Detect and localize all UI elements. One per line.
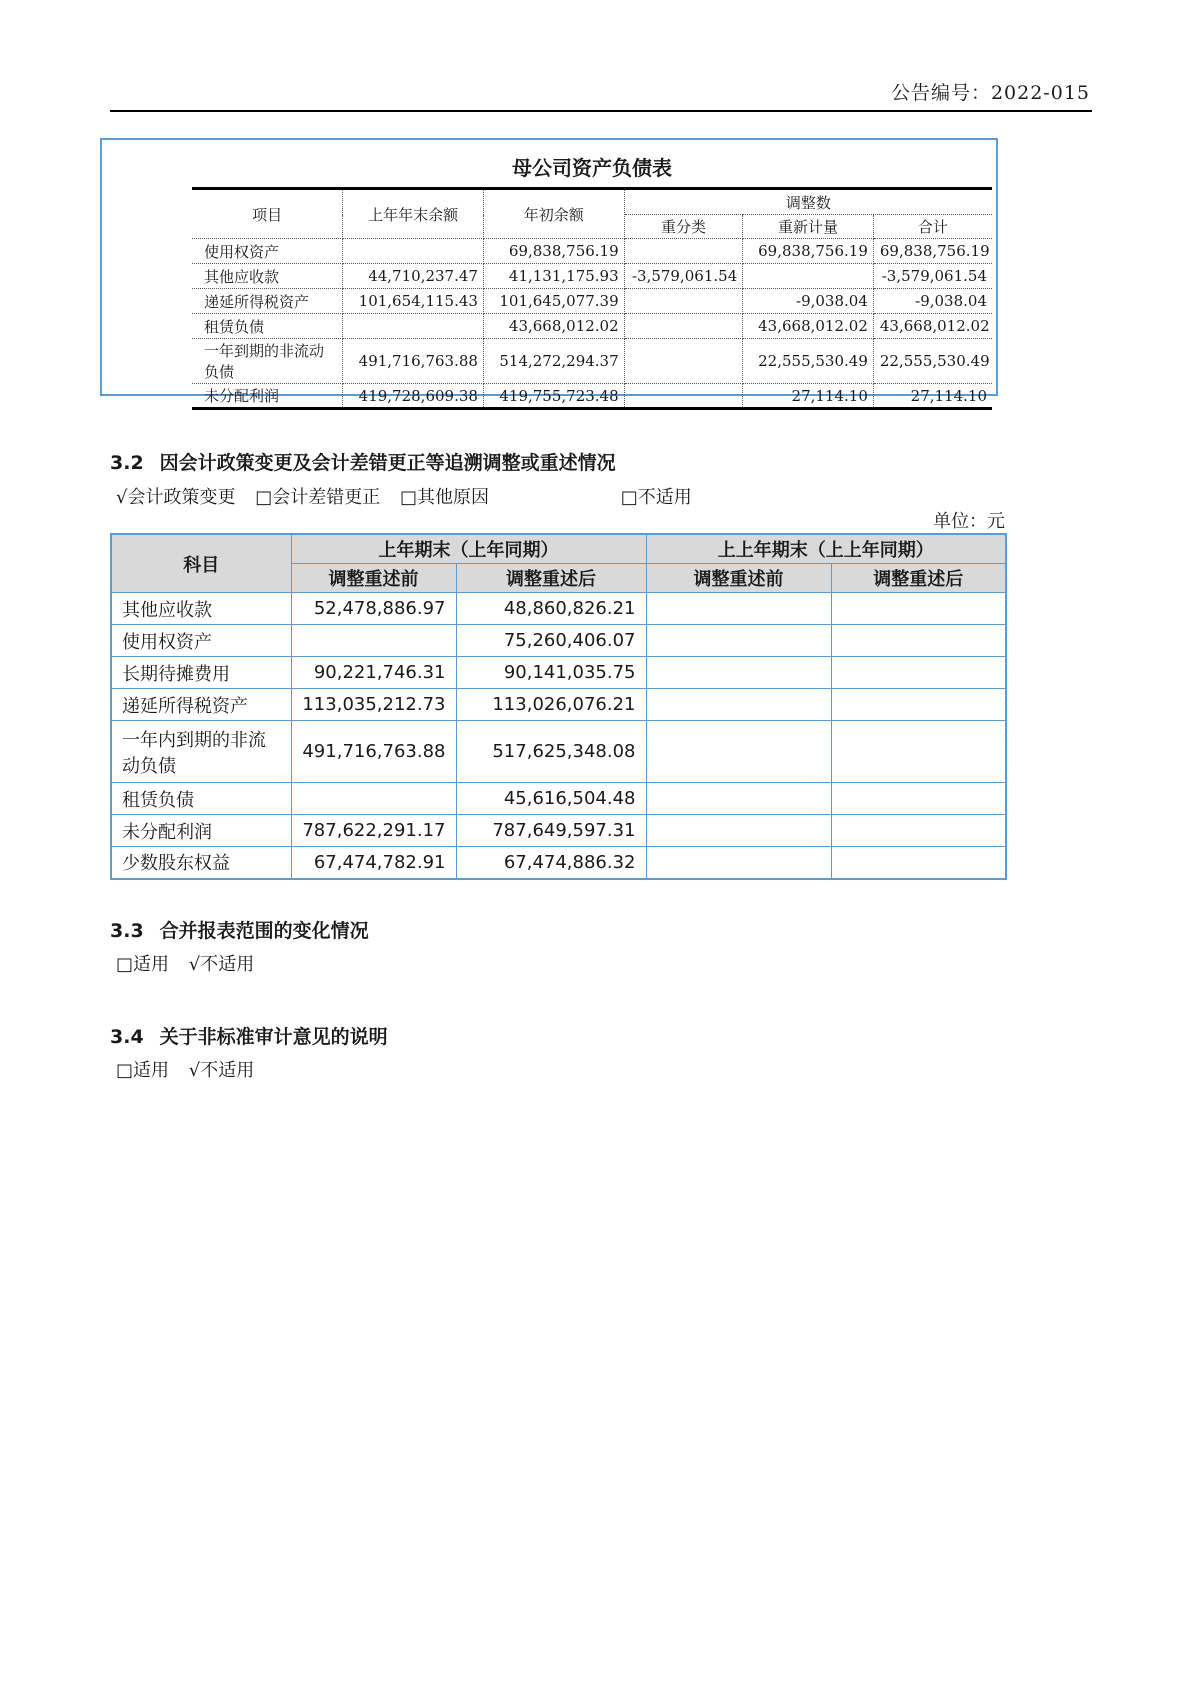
section-title: 关于非标准审计意见的说明: [159, 1026, 388, 1048]
section-number: 3.4: [110, 1026, 144, 1048]
option-accounting-error-correction: □会计差错更正: [255, 487, 381, 508]
table-row: [111, 783, 1006, 815]
cell: 67,474,886.32: [456, 847, 646, 879]
option-other-reason: □其他原因: [399, 487, 489, 508]
cell: [831, 847, 1006, 879]
cell: 69,838,756.19: [873, 239, 992, 264]
table-row: [192, 384, 992, 409]
cell: [646, 625, 831, 657]
col-header-item: 项目: [192, 189, 343, 239]
section-3-3-options: [116, 950, 268, 976]
cell: 90,141,035.75: [456, 657, 646, 689]
section-title: 因会计政策变更及会计差错更正等追溯调整或重述情况: [159, 452, 616, 474]
cell: [624, 339, 743, 384]
cell: 52,478,886.97: [291, 593, 456, 625]
cell: 419,728,609.38: [343, 384, 484, 409]
cell: 90,221,746.31: [291, 657, 456, 689]
col-header-after-restatement: 调整重述后: [831, 564, 1006, 593]
option-applicable: □适用: [116, 954, 170, 975]
table-row: [111, 815, 1006, 847]
header-row: [192, 189, 992, 215]
parent-balance-sheet-title: 母公司资产负债表: [512, 156, 672, 180]
row-label: 使用权资产: [111, 625, 291, 657]
row-label: 少数股东权益: [111, 847, 291, 879]
table-row: [111, 657, 1006, 689]
header-row: [111, 534, 1006, 564]
table-row: [111, 593, 1006, 625]
row-label: 长期待摊费用: [111, 657, 291, 689]
cell: 43,668,012.02: [483, 314, 624, 339]
table-row: [192, 289, 992, 314]
option-accounting-policy-change: √会计政策变更: [116, 487, 236, 508]
table-row: [111, 721, 1006, 783]
col-header-reclass: 重分类: [624, 215, 743, 239]
cell: 101,645,077.39: [483, 289, 624, 314]
table-row: [192, 339, 992, 384]
col-header-remeasure: 重新计量: [743, 215, 874, 239]
row-label: 一年到期的非流动负债: [192, 339, 343, 384]
cell: [831, 625, 1006, 657]
cell: [831, 815, 1006, 847]
row-label: 未分配利润: [192, 384, 343, 409]
cell: [343, 314, 484, 339]
cell: [624, 289, 743, 314]
parent-balance-sheet-box: [100, 138, 998, 405]
cell: 69,838,756.19: [483, 239, 624, 264]
cell: 48,860,826.21: [456, 593, 646, 625]
section-number: 3.3: [110, 920, 144, 942]
col-header-adjustment: 调整数: [624, 189, 992, 215]
section-3-3-heading: [110, 916, 369, 943]
col-header-total: 合计: [873, 215, 992, 239]
cell: [831, 689, 1006, 721]
cell: 22,555,530.49: [873, 339, 992, 384]
section-title: 合并报表范围的变化情况: [159, 920, 369, 942]
option-not-applicable: □不适用: [620, 487, 692, 508]
unit-label: 单位：元: [933, 511, 1005, 532]
cell: 43,668,012.02: [873, 314, 992, 339]
cell: -3,579,061.54: [624, 264, 743, 289]
cell: -9,038.04: [873, 289, 992, 314]
table-row: [111, 689, 1006, 721]
cell: 69,838,756.19: [743, 239, 874, 264]
table-row: [192, 239, 992, 264]
section-3-2-options: [116, 483, 706, 509]
option-not-applicable: √不适用: [188, 954, 255, 975]
cell: 22,555,530.49: [743, 339, 874, 384]
row-label: 租赁负债: [111, 783, 291, 815]
col-header-subject: 科目: [111, 534, 291, 593]
table-row: [111, 625, 1006, 657]
cell: [343, 239, 484, 264]
cell: [646, 689, 831, 721]
cell: 75,260,406.07: [456, 625, 646, 657]
cell: 113,026,076.21: [456, 689, 646, 721]
row-label: 未分配利润: [111, 815, 291, 847]
cell: [624, 239, 743, 264]
cell: 27,114.10: [743, 384, 874, 409]
row-label: 一年内到期的非流动负债: [111, 721, 291, 783]
cell: [646, 721, 831, 783]
parent-balance-sheet-table: [192, 187, 992, 410]
col-header-before-restatement: 调整重述前: [646, 564, 831, 593]
cell: [291, 625, 456, 657]
row-label: 递延所得税资产: [192, 289, 343, 314]
cell: [624, 384, 743, 409]
announcement-number: 公告编号：2022-015: [890, 82, 1090, 104]
header-divider: [110, 110, 1092, 112]
cell: [831, 783, 1006, 815]
cell: [291, 783, 456, 815]
section-number: 3.2: [110, 452, 144, 474]
cell: [624, 314, 743, 339]
table-header: [192, 189, 992, 239]
row-label: 递延所得税资产: [111, 689, 291, 721]
row-label: 使用权资产: [192, 239, 343, 264]
col-header-year-begin: 年初余额: [483, 189, 624, 239]
restatement-table: [110, 533, 1007, 880]
option-applicable: □适用: [116, 1060, 170, 1081]
cell: 43,668,012.02: [743, 314, 874, 339]
cell: [831, 657, 1006, 689]
table-row: [192, 314, 992, 339]
cell: 67,474,782.91: [291, 847, 456, 879]
col-header-before-restatement: 调整重述前: [291, 564, 456, 593]
cell: -9,038.04: [743, 289, 874, 314]
col-header-after-restatement: 调整重述后: [456, 564, 646, 593]
cell: [831, 593, 1006, 625]
col-header-prev-year-end: 上年年末余额: [343, 189, 484, 239]
section-3-4-heading: [110, 1022, 388, 1049]
table-row: [192, 264, 992, 289]
row-label: 租赁负债: [192, 314, 343, 339]
cell: 491,716,763.88: [343, 339, 484, 384]
table-row: [111, 847, 1006, 879]
cell: [646, 847, 831, 879]
cell: 45,616,504.48: [456, 783, 646, 815]
cell: [743, 264, 874, 289]
cell: 787,622,291.17: [291, 815, 456, 847]
cell: 517,625,348.08: [456, 721, 646, 783]
cell: [831, 721, 1006, 783]
cell: [646, 593, 831, 625]
col-header-prev-prev-period: 上上年期末（上上年同期）: [646, 534, 1006, 564]
table-header: [111, 534, 1006, 593]
cell: 419,755,723.48: [483, 384, 624, 409]
cell: 27,114.10: [873, 384, 992, 409]
option-not-applicable: √不适用: [188, 1060, 255, 1081]
section-3-4-options: [116, 1056, 268, 1082]
cell: 787,649,597.31: [456, 815, 646, 847]
cell: -3,579,061.54: [873, 264, 992, 289]
row-label: 其他应收款: [192, 264, 343, 289]
cell: 44,710,237.47: [343, 264, 484, 289]
row-label: 其他应收款: [111, 593, 291, 625]
cell: 514,272,294.37: [483, 339, 624, 384]
section-3-2-heading: [110, 448, 616, 475]
cell: 491,716,763.88: [291, 721, 456, 783]
cell: 101,654,115.43: [343, 289, 484, 314]
cell: [646, 783, 831, 815]
col-header-prev-period: 上年期末（上年同期）: [291, 534, 646, 564]
cell: [646, 657, 831, 689]
cell: 41,131,175.93: [483, 264, 624, 289]
cell: [646, 815, 831, 847]
cell: 113,035,212.73: [291, 689, 456, 721]
